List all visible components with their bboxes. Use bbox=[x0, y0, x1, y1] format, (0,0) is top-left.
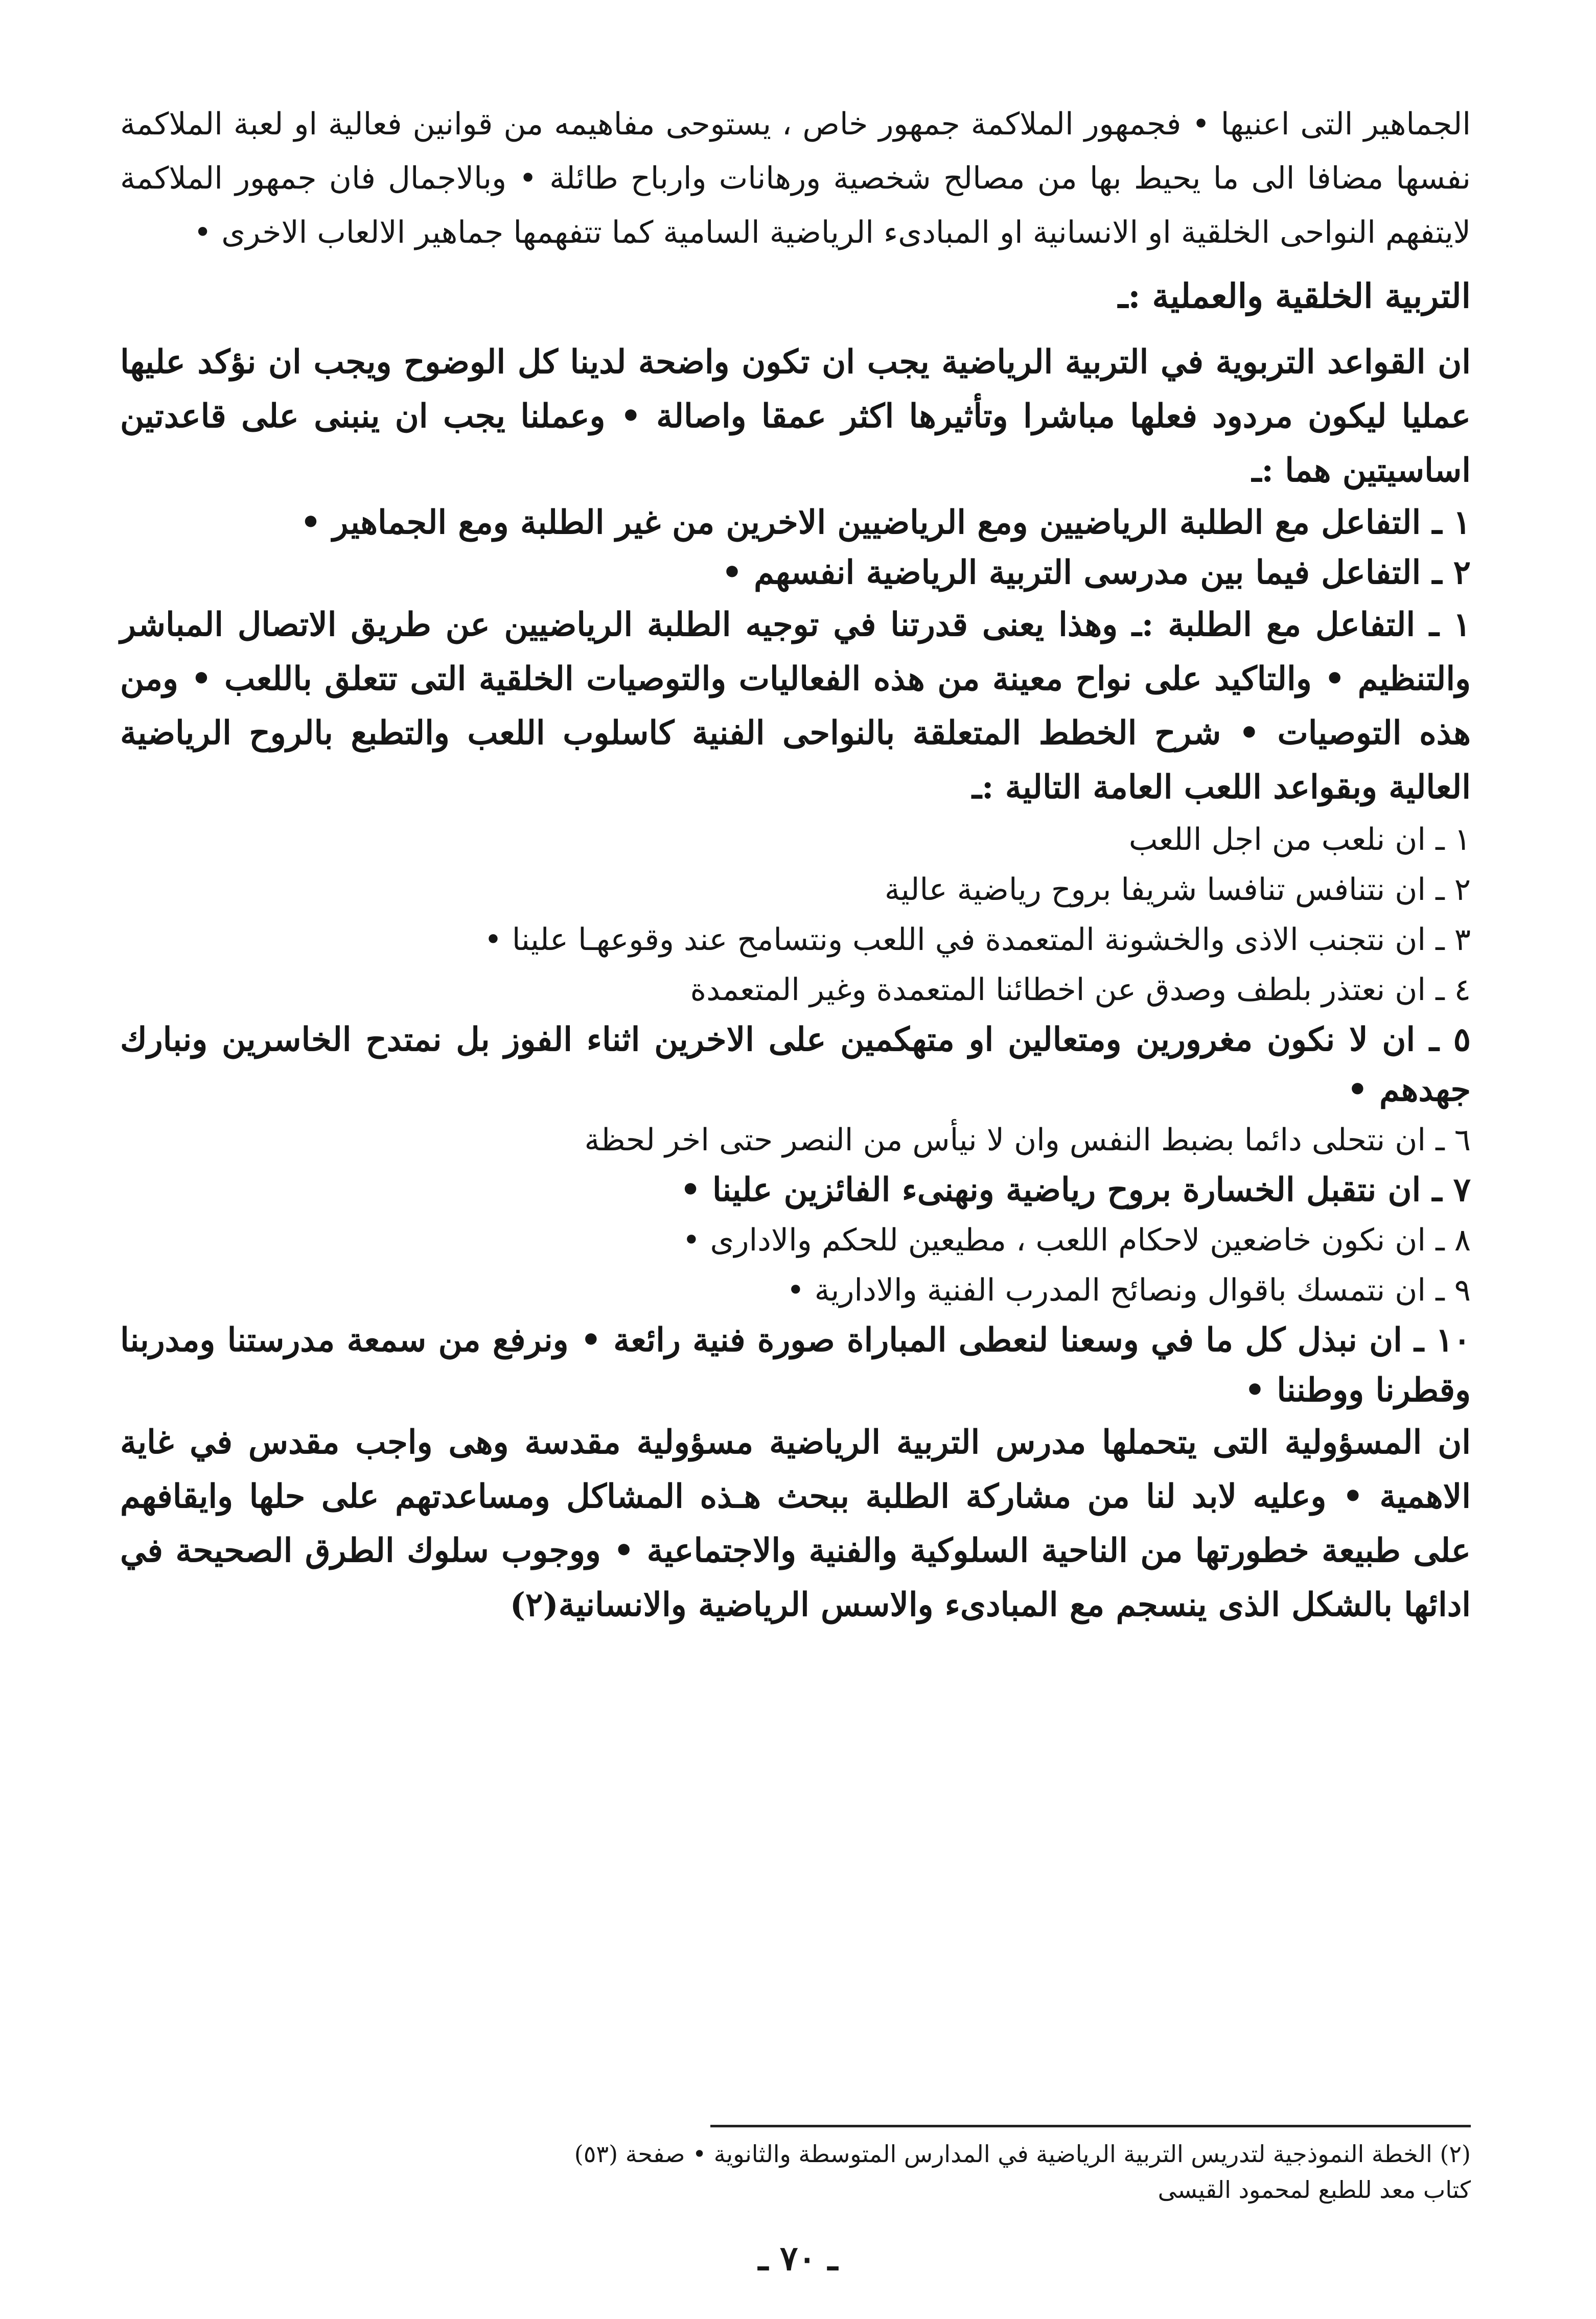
footnote-divider bbox=[710, 2125, 1471, 2127]
section-heading: التربية الخلقية والعملية :ـ bbox=[1118, 276, 1471, 316]
rule-item-5: ٥ ـ ان لا نكون مغرورين ومتعالين او متهكمين على الاخرين اثناء الفوز بل نمتدح الخاسرين ونبارك جهدهم • bbox=[120, 1021, 1471, 1109]
rule-item-8: ٨ ـ ان نكون خاضعين لاحكام اللعب ، مطيعين للحكم والادارى • bbox=[682, 1222, 1471, 1258]
footnote bbox=[120, 2136, 1471, 2208]
rule-item-2: ٢ ـ ان نتنافس تنافسا شريفا بروح رياضية عالية bbox=[884, 872, 1471, 908]
rule-item-6: ٦ ـ ان نتحلى دائما بضبط النفس وان لا نيأس من النصر حتى اخر لحظة bbox=[584, 1122, 1471, 1158]
base-item-1: ١ ـ التفاعل مع الطلبة الرياضيين ومع الرياضيين الاخرين من غير الطلبة ومع الجماهير • bbox=[300, 503, 1471, 542]
closing-paragraph: ان المسؤولية التى يتحملها مدرس التربية الرياضية مسؤولية مقدسة وهى واجب مقدس في غاية الاهمية • وعليه لابد لنا من مشاركة الطلبة ببحث هـذه المشاكل ومساعدتهم على حلها وايقافهم على طبيعة خطورتها من الناحية السلوكية والفنية والاجتماعية • ووجوب سلوك الطرق الصحيحة في ادائها بالشكل الذى ينسجم مع المبادىء والاسس الرياضية والانسانية(٢) bbox=[120, 1423, 1471, 1624]
rule-item-3: ٣ ـ ان نتجنب الاذى والخشونة المتعمدة في اللعب ونتسامح عند وقوعهـا علينا • bbox=[484, 922, 1471, 958]
footnote-line-1: (٢) الخطة النموذجية لتدريس التربية الرياضية في المدارس المتوسطة والثانوية • صفحة (٥٣) bbox=[574, 2140, 1471, 2168]
rule-item-1: ١ ـ ان نلعب من اجل اللعب bbox=[1128, 822, 1471, 857]
base-item-2: ٢ ـ التفاعل فيما بين مدرسى التربية الرياضية انفسهم • bbox=[721, 553, 1471, 592]
rule-item-4: ٤ ـ ان نعتذر بلطف وصدق عن اخطائنا المتعمدة وغير المتعمدة bbox=[690, 972, 1471, 1008]
page-number: ـ ٧٠ ـ bbox=[758, 2238, 838, 2278]
rule-item-10: ١٠ ـ ان نبذل كل ما في وسعنا لنعطى المباراة صورة فنية رائعة • ونرفع من سمعة مدرستنا ومدربنا وقطرنا ووطننا • bbox=[120, 1321, 1471, 1409]
intro-paragraph: الجماهير التى اعنيها • فجمهور الملاكمة جمهور خاص ، يستوحى مفاهيمه من قوانين فعالية او لعبة الملاكمة نفسها مضافا الى ما يحيط بها من مصالح شخصية ورهانات وارباح طائلة • وبالاجمال فان جمهور الملاكمة لايتفهم النواحى الخلقية او الانسانية او المبادىء الرياضية السامية كما تتفهمها جماهير الالعاب الاخرى • bbox=[120, 106, 1471, 250]
footnote-line-2: كتاب معد للطبع لمحمود القيسى bbox=[1158, 2176, 1471, 2204]
students-paragraph: ١ ـ التفاعل مع الطلبة :ـ وهذا يعنى قدرتنا في توجيه الطلبة الرياضيين عن طريق الاتصال المباشر والتنظيم • والتاكيد على نواح معينة من هذه الفعاليات والتوصيات الخلقية التى تتعلق باللعب • ومن هذه التوصيات • شرح الخطط المتعلقة بالنواحى الفنية كاسلوب اللعب والتطبع بالروح الرياضية العالية وبقواعد اللعب العامة التالية :ـ bbox=[120, 606, 1471, 806]
rule-item-9: ٩ ـ ان نتمسك باقوال ونصائح المدرب الفنية والادارية • bbox=[787, 1272, 1471, 1308]
body-text bbox=[120, 97, 1471, 1632]
rules-paragraph: ان القواعد التربوية في التربية الرياضية يجب ان تكون واضحة لدينا كل الوضوح ويجب ان نؤكد عليها عمليا ليكون مردود فعلها مباشرا وتأثيرها اكثر عمقا واصالة • وعملنا يجب ان ينبنى على قاعدتين اساسيتين هما :ـ bbox=[120, 343, 1471, 490]
rule-item-7: ٧ ـ ان نتقبل الخسارة بروح رياضية ونهنىء الفائزين علينا • bbox=[680, 1171, 1471, 1209]
